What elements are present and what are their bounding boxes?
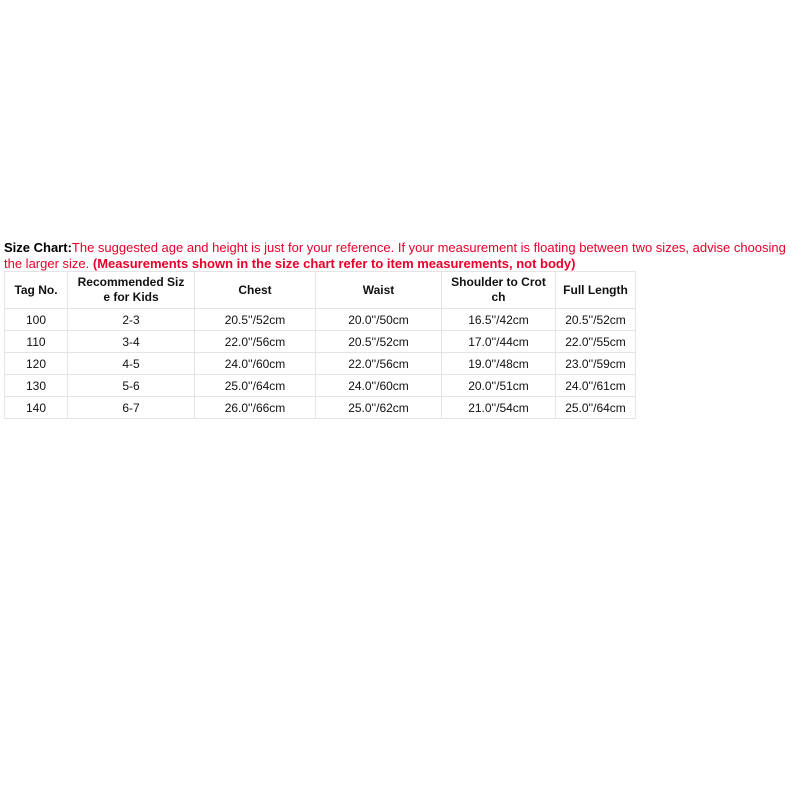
size-chart-note: The suggested age and height is just for your reference. If your measurement is floating between two sizes, advise choosing the larger size. — [4, 240, 786, 271]
size-chart-label: Size Chart — [4, 240, 68, 255]
size-chart-intro — [4, 240, 796, 272]
cell-tag: 100 — [5, 309, 68, 331]
cell-shoulder: 20.0''/51cm — [442, 375, 556, 397]
header-row — [5, 272, 636, 309]
size-table — [4, 271, 636, 419]
cell-shoulder: 16.5''/42cm — [442, 309, 556, 331]
header-full-length: Full Length — [556, 272, 636, 309]
cell-tag: 130 — [5, 375, 68, 397]
cell-shoulder: 21.0''/54cm — [442, 397, 556, 419]
cell-chest: 22.0''/56cm — [195, 331, 316, 353]
header-tag-no: Tag No. — [5, 272, 68, 309]
cell-tag: 110 — [5, 331, 68, 353]
cell-waist: 25.0''/62cm — [316, 397, 442, 419]
cell-length: 23.0''/59cm — [556, 353, 636, 375]
header-waist: Waist — [316, 272, 442, 309]
cell-age: 6-7 — [68, 397, 195, 419]
cell-waist: 20.5''/52cm — [316, 331, 442, 353]
cell-tag: 140 — [5, 397, 68, 419]
cell-chest: 25.0''/64cm — [195, 375, 316, 397]
cell-age: 2-3 — [68, 309, 195, 331]
table-row — [5, 331, 636, 353]
cell-waist: 22.0''/56cm — [316, 353, 442, 375]
header-recommended-size: Recommended Siz e for Kids — [68, 272, 195, 309]
cell-age: 4-5 — [68, 353, 195, 375]
cell-waist: 24.0''/60cm — [316, 375, 442, 397]
table-row — [5, 397, 636, 419]
header-shoulder-to-crotch: Shoulder to Crot ch — [442, 272, 556, 309]
cell-length: 20.5''/52cm — [556, 309, 636, 331]
cell-chest: 20.5''/52cm — [195, 309, 316, 331]
cell-tag: 120 — [5, 353, 68, 375]
cell-shoulder: 19.0''/48cm — [442, 353, 556, 375]
cell-age: 5-6 — [68, 375, 195, 397]
cell-waist: 20.0''/50cm — [316, 309, 442, 331]
cell-chest: 24.0''/60cm — [195, 353, 316, 375]
table-row — [5, 309, 636, 331]
cell-age: 3-4 — [68, 331, 195, 353]
cell-shoulder: 17.0''/44cm — [442, 331, 556, 353]
cell-length: 22.0''/55cm — [556, 331, 636, 353]
table-row — [5, 353, 636, 375]
header-chest: Chest — [195, 272, 316, 309]
cell-length: 25.0''/64cm — [556, 397, 636, 419]
cell-length: 24.0''/61cm — [556, 375, 636, 397]
size-chart-colon: : — [67, 240, 72, 255]
table-row — [5, 375, 636, 397]
measurement-note: (Measurements shown in the size chart refer to item measurements, not body) — [92, 256, 576, 271]
cell-chest: 26.0''/66cm — [195, 397, 316, 419]
